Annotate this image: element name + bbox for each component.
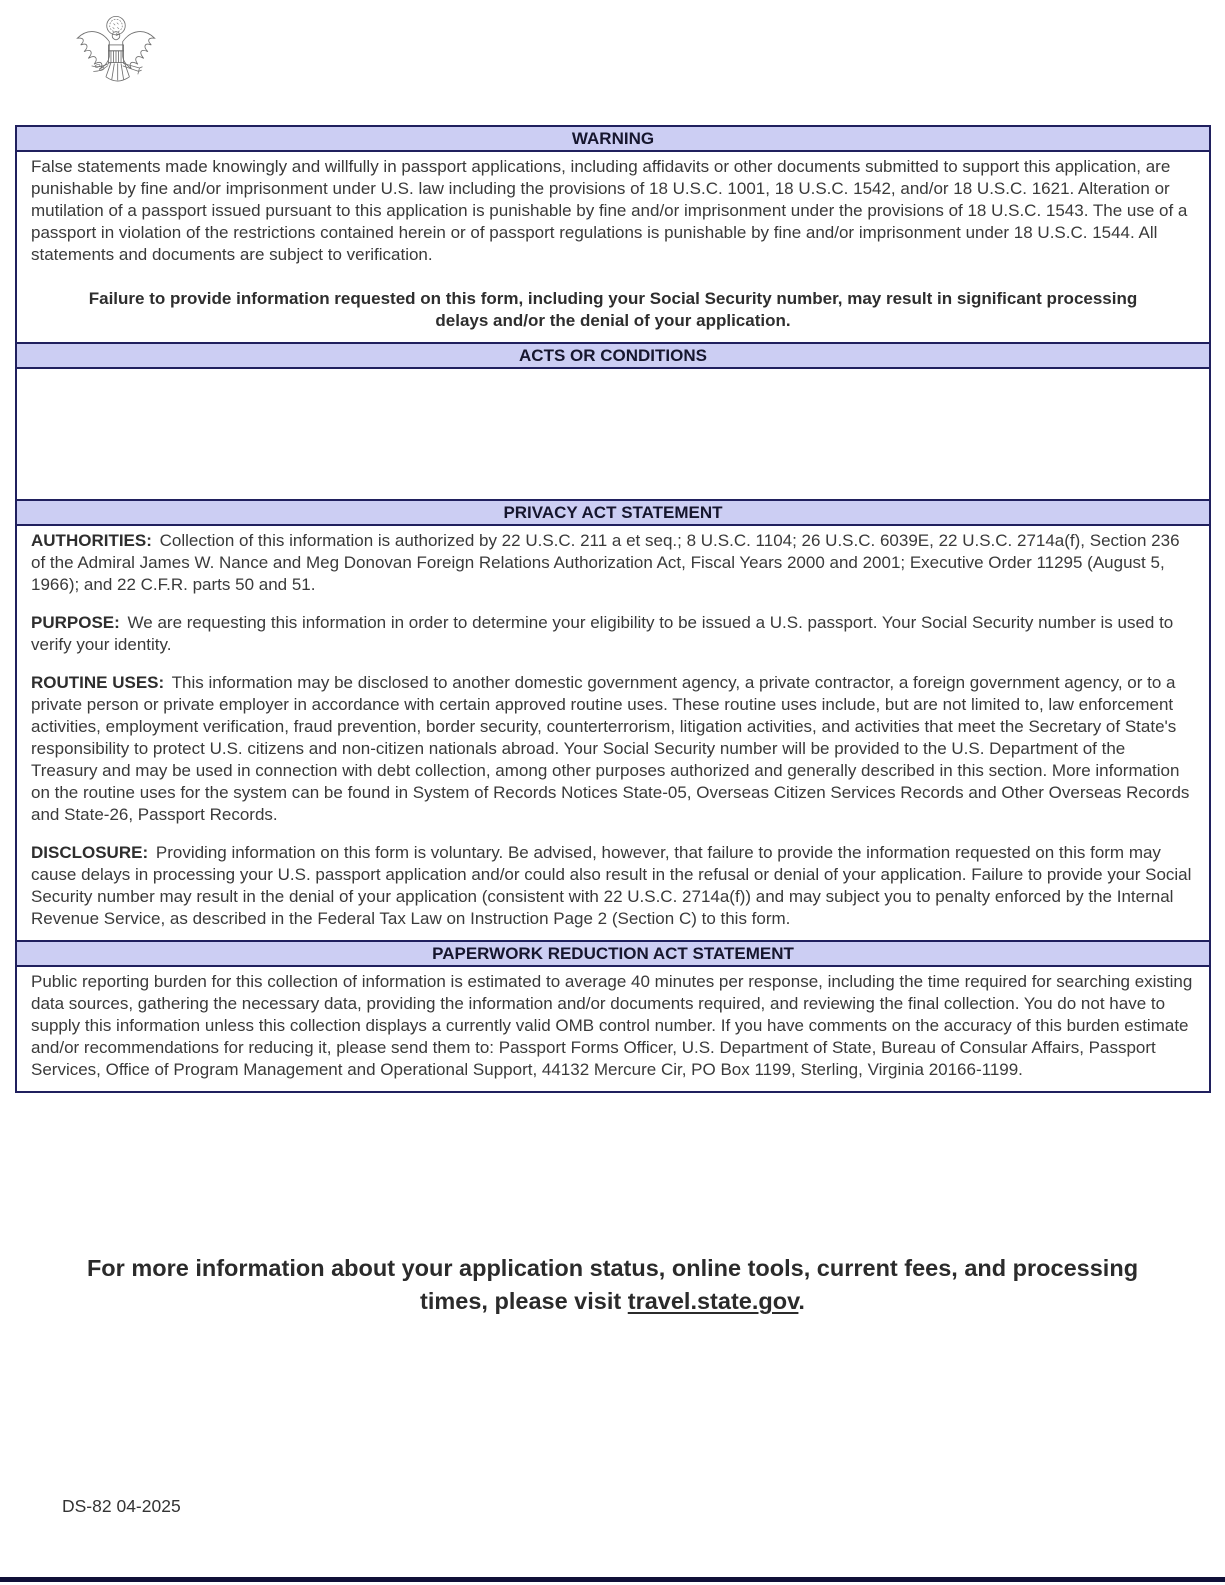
routine-uses-text: This information may be disclosed to another domestic government agency, a private contractor, a foreign government agency, or to a private person or private employer in accordance with certain approved routine uses. These routine uses include, but are not limited to, law enforcement activities, employment verification, fraud prevention, border security, counterterrorism, litigation activities, and activities that meet the Secretary of State's responsibility to protect U.S. citizens and non-citizen nationals abroad. Your Social Security number will be provided to the U.S. Department of the Treasury and may be used in connection with debt collection, among other purposes authorized and generally described in this section. More information on the routine uses for the system can be found in System of Records Notices State-05, Overseas Citizen Services Records and Other Overseas Records and State-26, Passport Records. (31, 673, 1190, 824)
page-bottom-divider (0, 1577, 1225, 1582)
privacy-paragraph-purpose (31, 612, 1195, 656)
privacy-paragraph-disclosure (31, 842, 1195, 930)
warning-section (17, 152, 1209, 342)
warning-body-text: False statements made knowingly and willfully in passport applications, including affidavits or other documents submitted to support this application, are punishable by fine and/or imprisonment under U.S. law including the provisions of 18 U.S.C. 1001, 18 U.S.C. 1542, and/or 18 U.S.C. 1621. Alteration or mutilation of a passport issued pursuant to this application is punishable by fine and/or imprisonment under the provisions of 18 U.S.C. 1543. The use of a passport in violation of the restrictions contained herein or of passport regulations is punishable by fine and/or imprisonment under 18 U.S.C. 1544. All statements and documents are subject to verification. (31, 157, 1188, 264)
great-seal-eagle-icon (74, 13, 158, 97)
privacy-act-section (17, 526, 1209, 940)
paperwork-title: PAPERWORK REDUCTION ACT STATEMENT (432, 944, 794, 963)
paperwork-reduction-section (17, 967, 1209, 1091)
routine-uses-label: ROUTINE USES: (31, 673, 165, 692)
authorities-label: AUTHORITIES: (31, 531, 152, 550)
form-number-label: DS-82 04-2025 (62, 1496, 181, 1516)
travel-state-gov-link[interactable]: travel.state.gov (627, 1288, 799, 1314)
notices-box (15, 125, 1211, 1093)
application-status-notice (0, 1252, 1225, 1318)
authorities-text: Collection of this information is authorized by 22 U.S.C. 211 a et seq.; 8 U.S.C. 1104; 26 U.S.C. 6039E, 22 U.S.C. 2714a(f), Section 236 of the Admiral James W. Nance and Meg Donovan Foreign Relations Authorization Act, Fiscal Years 2000 and 2001; Executive Order 11295 (August 5, 1966); and 22 C.F.R. parts 50 and 51. (31, 531, 1180, 594)
section-header-warning (17, 127, 1209, 152)
acts-title: ACTS OR CONDITIONS (519, 346, 707, 365)
warning-title: WARNING (571, 129, 655, 148)
warning-emphasis-text: Failure to provide information requested on this form, including your Social Security number, may result in significant processing delays and/or the denial of your application. (88, 289, 1138, 330)
section-header-acts-or-conditions (17, 342, 1209, 369)
privacy-title: PRIVACY ACT STATEMENT (503, 503, 723, 522)
disclosure-label: DISCLOSURE: (31, 843, 149, 862)
section-header-privacy-act (17, 499, 1209, 526)
purpose-label: PURPOSE: (31, 613, 120, 632)
paperwork-body-text: Public reporting burden for this collection of information is estimated to average 40 minutes per response, including the time required for searching existing data sources, gathering the necessary data, providing the information and/or documents required, and reviewing the final collection. You do not have to supply this information unless this collection displays a currently valid OMB control number. If you have comments on the accuracy of this burden estimate and/or recommendations for reducing it, please send them to: Passport Forms Officer, U.S. Department of State, Bureau of Consular Affairs, Passport Services, Office of Program Management and Operational Support, 44132 Mercure Cir, PO Box 1199, Sterling, Virginia 20166-1199. (31, 972, 1193, 1079)
notice-text-after-link: . (798, 1288, 805, 1314)
privacy-paragraph-routine-uses (31, 672, 1195, 826)
section-header-paperwork-reduction (17, 940, 1209, 967)
disclosure-text: Providing information on this form is voluntary. Be advised, however, that failure to provide the information requested on this form may cause delays in processing your U.S. passport application and/or could also result in the refusal or denial of your application. Failure to provide your Social Security number may result in the denial of your application (consistent with 22 U.S.C. 2714a(f)) and may subject you to penalty enforced by the Internal Revenue Service, as described in the Federal Tax Law on Instruction Page 2 (Section C) to this form. (31, 843, 1192, 928)
acts-or-conditions-empty-area (17, 369, 1209, 499)
privacy-paragraph-authorities (31, 530, 1195, 596)
notice-text-before-link: For more information about your application status, online tools, current fees, and processing times, please visit (86, 1255, 1139, 1314)
purpose-text: We are requesting this information in order to determine your eligibility to be issued a U.S. passport. Your Social Security number is used to verify your identity. (31, 613, 1174, 654)
